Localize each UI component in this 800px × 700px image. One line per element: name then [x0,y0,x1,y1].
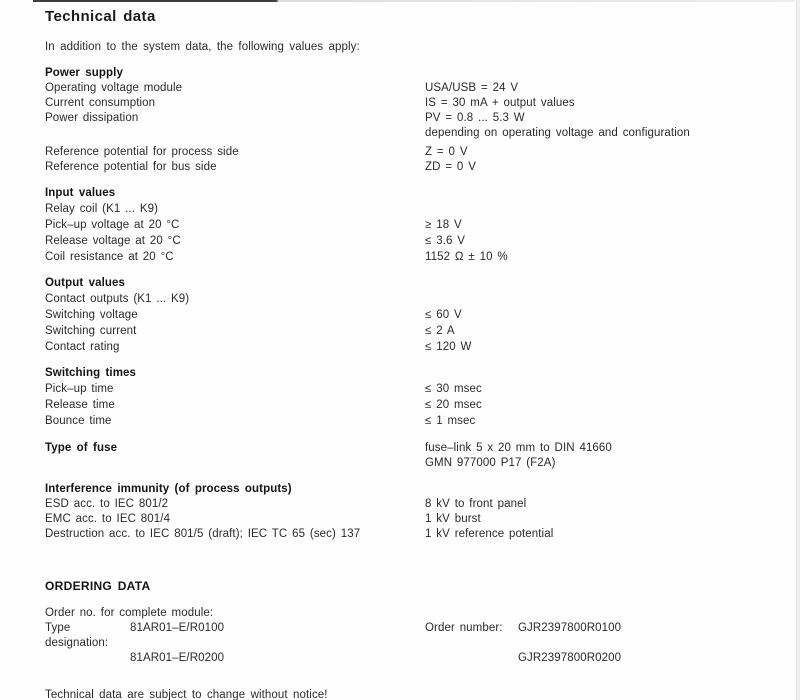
spec-value: ≤ 20 msec [425,399,482,411]
spec-label: Current consumption [45,97,156,109]
section-heading: Power supply [45,67,123,79]
order-number-label [425,651,518,666]
section-ordering-data [45,578,787,666]
spec-row [45,126,787,141]
spec-label: Destruction acc. to IEC 801/5 (draft); IEC TC 65 (sec) 137 [45,528,361,540]
ordering-heading: ORDERING DATA [45,579,151,593]
spec-value: ≤ 30 msec [425,383,482,395]
spec-value: 1 kV burst [425,513,481,525]
spec-row [45,291,787,307]
spec-label: Coil resistance at 20 °C [45,251,174,263]
spec-label: ESD acc. to IEC 801/2 [45,498,169,510]
spec-label: Contact outputs (K1 ... K9) [45,293,190,305]
spec-label: Release time [45,399,115,411]
section-interference-immunity [45,482,787,542]
intro-text: In addition to the system data, the following values apply: [45,41,360,53]
spec-value: ≤ 60 V [425,309,462,321]
section-heading: Output values [45,277,125,289]
spec-value: 1152 Ω ± 10 % [425,251,508,263]
spec-row [45,160,787,175]
fuse-line: fuse–link 5 x 20 mm to DIN 41660 [425,442,612,454]
spec-value: ≥ 18 V [425,219,462,231]
spec-label: Operating voltage module [45,82,183,94]
section-output-values [45,276,787,355]
section-input-values [45,186,787,265]
spec-row [45,339,787,355]
spec-label: Pick–up time [45,383,114,395]
spec-label: Power dissipation [45,112,139,124]
spec-row [45,497,787,512]
spec-value: 1 kV reference potential [425,528,554,540]
spec-row [45,323,787,339]
spec-row [45,111,787,126]
scan-edge-artifact [796,0,800,700]
type-designation-value: 81AR01–E/R0200 [130,652,225,664]
ordering-row [45,621,787,651]
fuse-label: Type of fuse [45,442,118,454]
spec-label [45,126,425,141]
spec-label: Reference potential for process side [45,146,239,158]
spec-label: Pick–up voltage at 20 °C [45,219,180,231]
spec-value: PV = 0.8 ... 5.3 W [425,112,525,124]
spec-value: ≤ 120 W [425,341,472,353]
spec-label: EMC acc. to IEC 801/4 [45,513,171,525]
top-rule-line [33,0,795,2]
spec-row [45,381,787,397]
spec-label: Relay coil (K1 ... K9) [45,203,159,215]
section-heading: Interference immunity (of process outputs) [45,483,292,495]
type-designation-label: Type designation: [45,622,109,649]
spec-row [45,233,787,249]
fuse-value [425,441,787,471]
spec-label: Reference potential for bus side [45,161,217,173]
section-heading: Input values [45,187,116,199]
fuse-line: GMN 977000 P17 (F2A) [425,457,556,469]
spec-row [45,397,787,413]
spec-row [45,81,787,96]
spec-value [425,291,787,307]
order-number-value: GJR2397800R0100 [518,622,622,634]
type-designation-label [45,651,130,666]
fuse-row [45,441,787,471]
section-power-supply [45,66,787,175]
spec-row [45,249,787,265]
spec-label: Switching voltage [45,309,138,321]
spec-label: Release voltage at 20 °C [45,235,181,247]
spec-row [45,307,787,323]
spec-value [425,201,787,217]
spec-value: depending on operating voltage and configuration [425,127,690,139]
page-title: Technical data [45,8,156,25]
order-number-value: GJR2397800R0200 [518,652,622,664]
footer-note: Technical data are subject to change without notice! [45,689,328,700]
spec-value: ≤ 1 msec [425,415,476,427]
page-content [45,8,787,700]
ordering-row [45,651,787,666]
ordering-intro: Order no. for complete module: [45,607,214,619]
spec-row [45,413,787,429]
spec-row [45,201,787,217]
spec-row [45,145,787,160]
spec-row [45,512,787,527]
spec-value: 8 kV to front panel [425,498,527,510]
spec-label: Bounce time [45,415,112,427]
spec-row [45,527,787,542]
spec-value: USA/USB = 24 V [425,82,519,94]
spec-value: IS = 30 mA + output values [425,97,575,109]
spec-label: Contact rating [45,341,120,353]
spec-row [45,217,787,233]
type-designation-value: 81AR01–E/R0100 [130,622,225,634]
order-number-label: Order number: [425,622,503,634]
spec-value: ≤ 2 A [425,325,455,337]
spec-row [45,96,787,111]
spec-value: ZD = 0 V [425,161,476,173]
spec-value: Z = 0 V [425,146,468,158]
section-heading: Switching times [45,367,137,379]
section-switching-times [45,366,787,429]
spec-label: Switching current [45,325,137,337]
spec-value: ≤ 3.6 V [425,235,466,247]
